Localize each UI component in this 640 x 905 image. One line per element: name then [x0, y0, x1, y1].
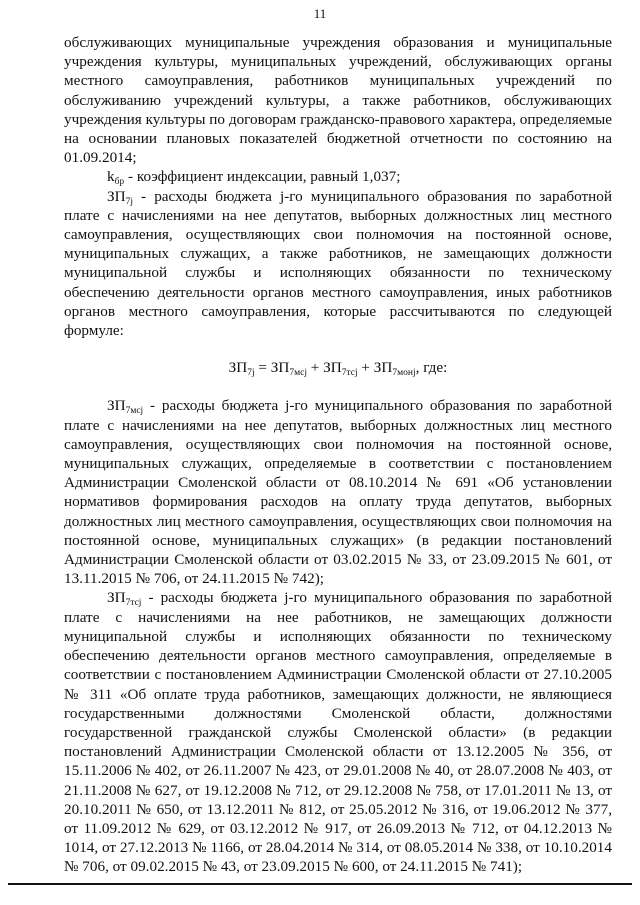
paragraph-k-coefficient: [64, 167, 612, 186]
symbol-zp7tsj: ЗП: [107, 589, 126, 607]
paragraph-zp7j: [64, 187, 612, 341]
paragraph-continuation: обслуживающих муниципальные учреждения образования и муниципальные учреждения культуры, муниципальных учреждений, обслуживающих органы местного самоуправления, работников муниципальных учреждений по обслуживанию учреждений культуры, а также работников, обслуживающих учреждения культуры по договорам гражданско-правового характера, определяемые на основании плановых показателей бюджетной отчетности по состоянию на 01.09.2014;: [64, 34, 612, 167]
formula-term1: ЗП: [270, 359, 290, 377]
zp7tsj-definition-text: - расходы бюджета j-го муниципального образования по заработной плате с начислениями на нее работников, не замещающих должности муниципальной службы и исполняющих обязанности по техническому обеспечению деятельности органов местного самоуправления, определяемые в соответствии с постановлением Администрации Смоленской области от 27.10.2005 № 311 «Об оплате труда работников, замещающих должности, не являющиеся государственными должностями Смоленской области, должностями государственной гражданской службы Смоленской области» (в редакции постановлений Администрации Смоленской области от 13.12.2005 № 356, от 15.11.2006 № 402, от 26.11.2007 № 423, от 29.01.2008 № 40, от 28.07.2008 № 403, от 21.11.2008 № 627, от 19.12.2008 № 712, от 29.12.2008 № 758, от 17.01.2011 № 13, от 20.10.2011 № 650, от 13.12.2011 № 812, от 25.05.2012 № 316, от 19.06.2012 № 377, от 11.09.2012 № 629, от 03.12.2012 № 917, от 26.09.2013 № 712, от 04.12.2013 № 1014, от 27.12.2013 № 1166, от 28.04.2014 № 314, от 08.05.2014 № 338, от 10.10.2014 № 706, от 09.02.2015 № 43, от 23.09.2015 № 600, от 24.11.2015 № 741);: [64, 589, 612, 876]
formula-term2: ЗП: [323, 359, 342, 377]
symbol-zp7msj-subscript: 7мсj: [125, 406, 144, 417]
formula: [64, 358, 612, 377]
zp7j-definition-text: - расходы бюджета j-го муниципального образования по заработной плате с начислениями на нее депутатов, выборных должностных лиц местного самоуправления, осуществляющих свои полномочия на постоянной основе, муниципальных служащих, а также работников, не замещающих должности муниципальной службы и исполняющих обязанности по техническому обеспечению деятельности органов местного самоуправления, иных работников органов местного самоуправления, которые рассчитываются по следующей формуле:: [64, 187, 612, 340]
k-definition-text: - коэффициент индексации, равный 1,037;: [124, 168, 401, 186]
paragraph-zp7msj: [64, 396, 612, 588]
formula-term3-subscript: 7монj: [392, 368, 416, 379]
formula-plus: +: [357, 359, 374, 377]
page-number: 11: [313, 6, 327, 21]
formula-equals: =: [254, 359, 271, 377]
symbol-k: k: [107, 168, 115, 186]
formula-term1-subscript: 7мсj: [289, 368, 307, 379]
formula-plus: +: [306, 359, 324, 377]
paragraph-zp7tsj: [64, 588, 612, 876]
symbol-zp7j: ЗП: [107, 187, 126, 205]
formula-tail: , где:: [415, 359, 448, 377]
zp7msj-definition-text: - расходы бюджета j-го муниципального образования по заработной плате с начислениями на нее депутатов, выборных должностных лиц местного самоуправления, осуществляющих свои полномочия на постоянной основе, муниципальных служащих, определяемые в соответствии с постановлением Администрации Смоленской области от 08.10.2014 № 691 «Об установлении нормативов формирования расходов на оплату труда депутатов, выборных должностных лиц местного самоуправления, осуществляющих свои полномочия на постоянной основе, муниципальных служащих» (в редакции постановлений Администрации Смоленской области от 03.02.2015 № 33, от 23.09.2015 № 601, от 13.11.2015 № 706, от 24.11.2015 № 742);: [64, 397, 612, 588]
symbol-zp7j-subscript: 7j: [125, 196, 133, 207]
symbol-k-subscript: бр: [114, 177, 125, 188]
symbol-zp7msj: ЗП: [107, 397, 126, 415]
formula-lhs-subscript: 7j: [247, 368, 255, 379]
formula-term2-subscript: 7тсj: [341, 368, 358, 379]
formula-lhs: ЗП: [228, 359, 248, 377]
document-body: [64, 33, 612, 877]
formula-term3: ЗП: [373, 359, 393, 377]
footer-rule: [8, 883, 632, 885]
symbol-zp7tsj-subscript: 7тсj: [125, 598, 142, 609]
